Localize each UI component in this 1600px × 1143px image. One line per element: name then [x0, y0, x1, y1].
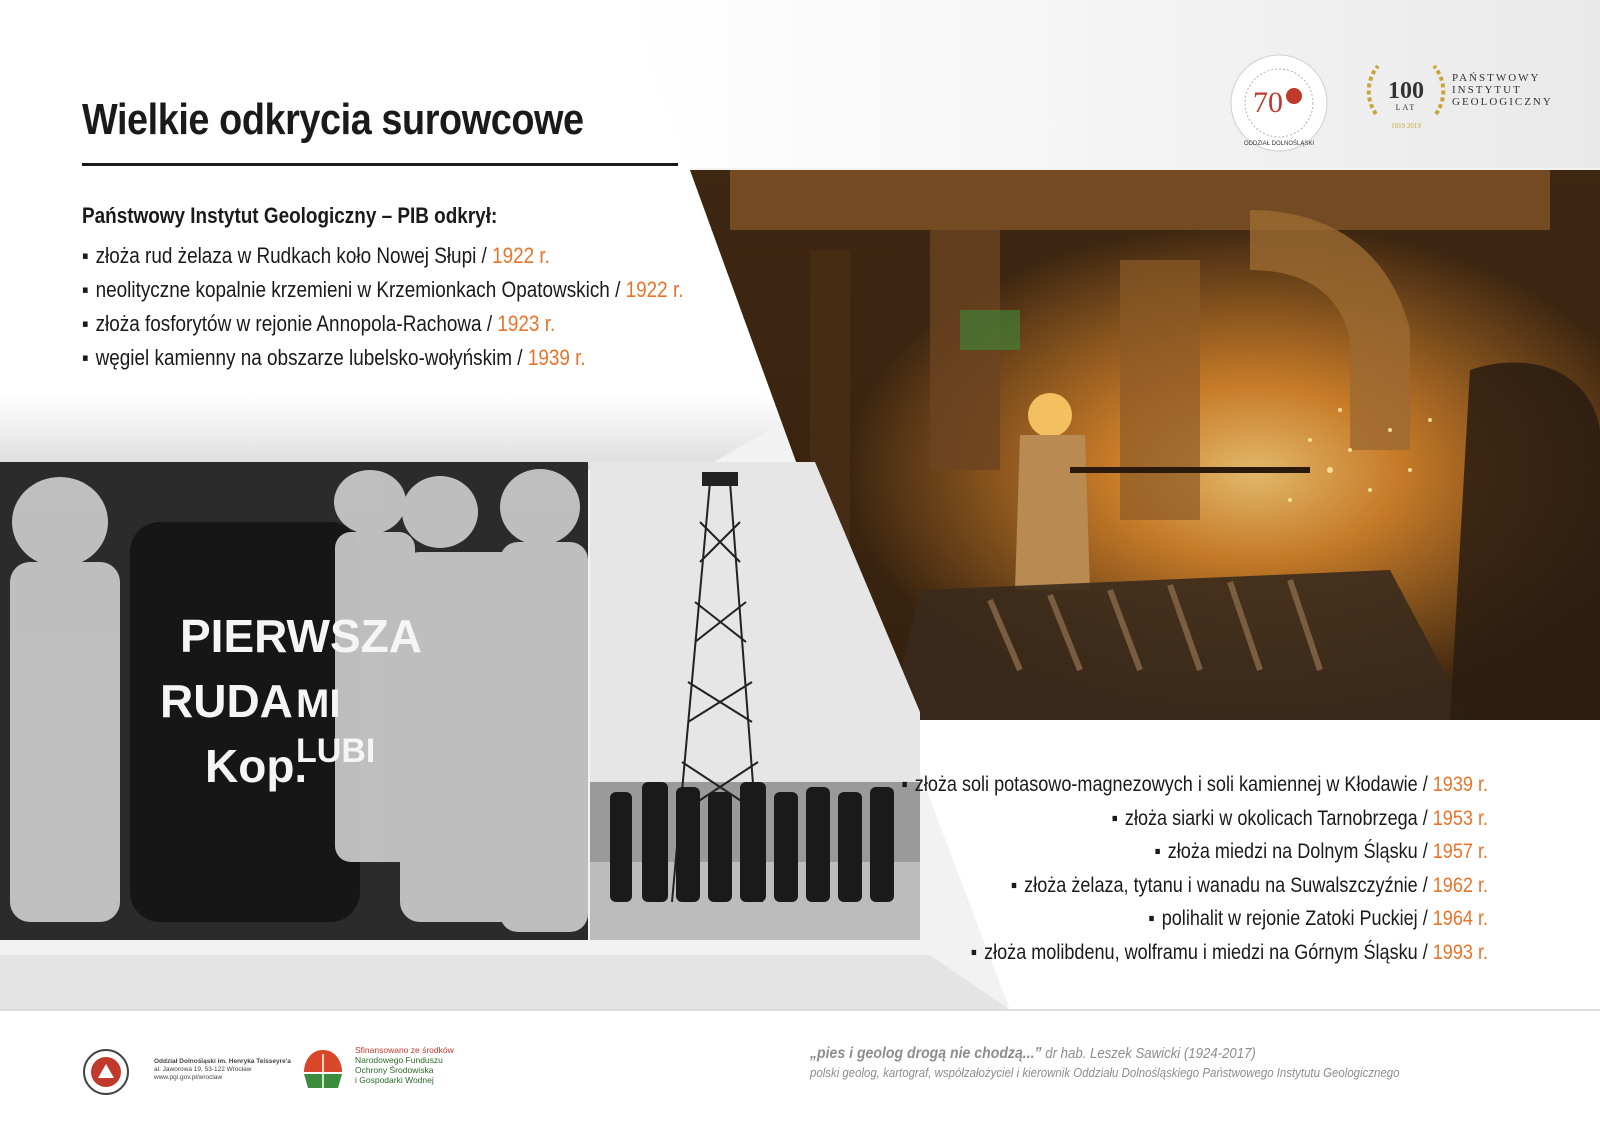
quote-description: polski geolog, kartograf, współzałożyciel i kierownik Oddziału Dolnośląskiego Państwowego Instytutu Geologicznego — [810, 1065, 1400, 1080]
list-item: ▪ neolityczne kopalnie krzemieni w Krzemionkach Opatowskich / 1922 r. — [82, 277, 684, 302]
anniversary-100-logo — [1362, 52, 1450, 134]
list-item: ▪ złoża molibdenu, wolframu i miedzi na Górnym Śląsku / 1993 r. — [970, 940, 1488, 964]
page-title: Wielkie odkrycia surowcowe — [82, 95, 584, 144]
barrel-text-line1: PIERWSZA — [180, 610, 422, 662]
bullet-icon: ▪ — [82, 243, 89, 268]
bullet-icon: ▪ — [1148, 907, 1155, 931]
quote-author: dr hab. Leszek Sawicki (1924-2017) — [1045, 1045, 1256, 1062]
bullet-icon: ▪ — [1154, 840, 1161, 864]
funding-note: Sfinansowano ze środków Narodowego Funduszu Ochrony Środowiska i Gospodarki Wodnej — [355, 1045, 454, 1085]
intro-list — [82, 239, 782, 375]
logo-70-caption: ODDZIAŁ DOLNOŚLĄSKI — [1243, 141, 1315, 147]
barrel-text-line2: RUDA — [160, 675, 293, 727]
miners-photo — [0, 462, 588, 940]
discoveries-list — [668, 768, 1488, 970]
intro-heading: Państwowy Instytut Geologiczny – PIB odkrył: — [82, 203, 498, 228]
bullet-icon: ▪ — [82, 277, 89, 302]
quote-text: „pies i geolog drogą nie chodzą...” — [810, 1045, 1042, 1062]
bullet-icon: ▪ — [82, 311, 89, 336]
list-item: ▪ węgiel kamienny na obszarze lubelsko-wołyńskim / 1939 r. — [82, 345, 586, 370]
list-item: ▪ złoża fosforytów w rejonie Annopola-Rachowa / 1923 r. — [82, 311, 556, 336]
branch-emblem-logo — [82, 1048, 130, 1096]
list-item: ▪ złoża żelaza, tytanu i wanadu na Suwalszczyźnie / 1962 r. — [1010, 873, 1488, 897]
footer-quote — [810, 1045, 1410, 1080]
bullet-icon: ▪ — [82, 345, 89, 370]
barrel-text-right1: MI — [296, 682, 341, 726]
list-item: ▪ złoża rud żelaza w Rudkach koło Nowej Słupi / 1922 r. — [82, 243, 550, 268]
nfosigw-logo — [298, 1044, 348, 1094]
branch-address: Oddział Dolnośląski im. Henryka Teisseyre'a al. Jaworowa 19, 53-122 Wrocław www.pgi.gov.pl/wroclaw — [154, 1058, 291, 1081]
logo-100-years: 1919 2019 — [1391, 122, 1421, 130]
list-item: ▪ złoża soli potasowo-magnezowych i soli kamiennej w Kłodawie / 1939 r. — [901, 773, 1488, 796]
logo-100-sub: LAT — [1395, 103, 1417, 112]
intro-section — [82, 203, 782, 375]
anniversary-70-logo — [1228, 52, 1330, 154]
bullet-icon: ▪ — [1111, 806, 1119, 830]
list-item: ▪ złoża siarki w okolicach Tarnobrzega / 1953 r. — [1111, 806, 1488, 830]
list-item: ▪ złoża miedzi na Dolnym Śląsku / 1957 r. — [1154, 840, 1488, 864]
list-item: ▪ polihalit w rejonie Zatoki Puckiej / 1964 r. — [1148, 907, 1488, 931]
bullet-icon: ▪ — [901, 773, 908, 796]
institute-name-logo: PAŃSTWOWY INSTYTUT GEOLOGICZNY — [1452, 72, 1553, 108]
logo-100-number: 100 — [1388, 78, 1424, 104]
bullet-icon: ▪ — [970, 940, 978, 964]
title-underline — [82, 163, 678, 166]
logo-70-number: 70 — [1253, 86, 1283, 119]
bullet-icon: ▪ — [1010, 873, 1018, 897]
barrel-text-right2: LUBI — [296, 732, 376, 770]
barrel-text-line3: Kop. — [205, 740, 308, 792]
